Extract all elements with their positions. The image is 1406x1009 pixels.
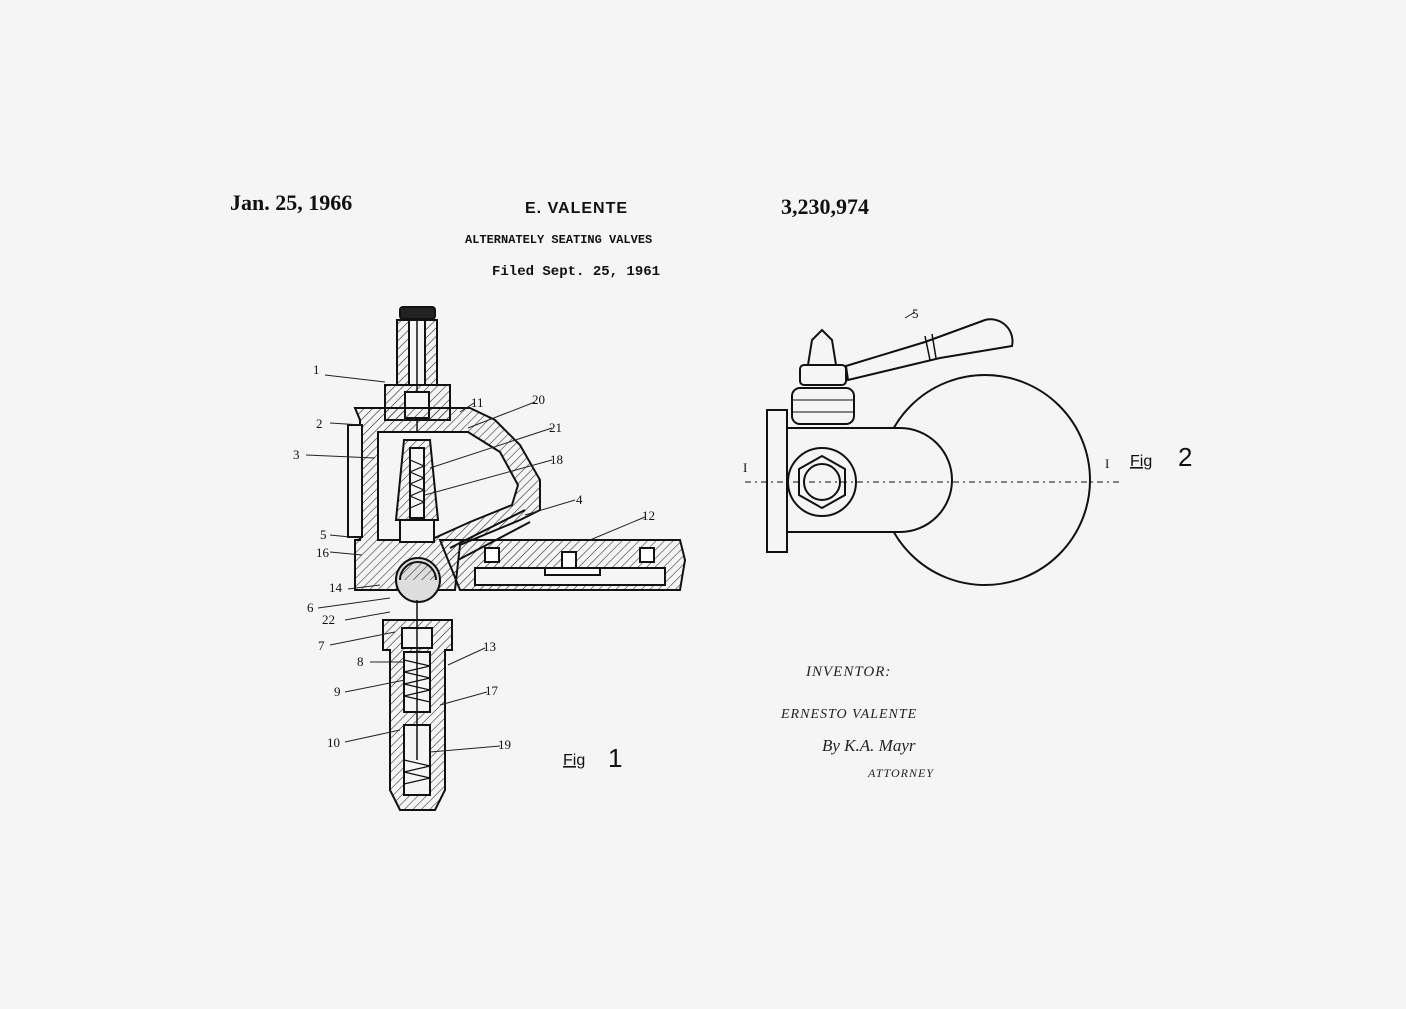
filed-date: Filed Sept. 25, 1961: [492, 264, 661, 280]
handle-lever: [846, 319, 1013, 380]
section-mark-right: I: [1105, 456, 1110, 471]
callout-5: 5: [320, 527, 327, 542]
callout-11: 11: [471, 395, 484, 410]
inventor-signature-name: ERNESTO VALENTE: [781, 707, 918, 722]
callout-1: 1: [313, 362, 320, 377]
figure-1-caption: [563, 743, 622, 773]
callout-17: 17: [485, 683, 498, 698]
callout-7: 7: [318, 638, 325, 653]
packing-nut: [792, 388, 854, 424]
attorney-label: ATTORNEY: [868, 766, 935, 780]
patent-date: Jan. 25, 1966: [230, 190, 353, 215]
callout-10: 10: [327, 735, 340, 750]
callout-9: 9: [334, 684, 341, 699]
callout-3: 3: [293, 447, 300, 462]
figure-2-side-view: [745, 312, 1120, 585]
fig2-label: Fig: [1130, 453, 1153, 470]
fig1-label: Fig: [563, 752, 586, 769]
flange: [767, 410, 787, 552]
figure-1-section-view: [348, 307, 685, 810]
callout-20: 20: [532, 392, 545, 407]
callout-21: 21: [549, 420, 562, 435]
callout-6: 6: [307, 600, 314, 615]
callout-13: 13: [483, 639, 496, 654]
callout-22: 22: [322, 612, 335, 627]
cap-nut: [808, 330, 836, 365]
fig1-number: 1: [608, 743, 623, 773]
inventor-label: INVENTOR:: [806, 664, 892, 680]
attorney-signature: By K.A. Mayr: [822, 736, 916, 755]
callout-8: 8: [357, 654, 364, 669]
patent-number: 3,230,974: [781, 194, 869, 219]
callout-2: 2: [316, 416, 323, 431]
patent-title: ALTERNATELY SEATING VALVES: [465, 233, 653, 247]
inventor-header: E. VALENTE: [525, 200, 629, 217]
callout-12: 12: [642, 508, 655, 523]
callout-14: 14: [329, 580, 342, 595]
callout-16: 16: [316, 545, 329, 560]
valve-knob: [400, 307, 435, 319]
fig2-callout-5: 5: [912, 306, 919, 321]
callout-18: 18: [550, 452, 563, 467]
callout-19: 19: [498, 737, 511, 752]
callout-4: 4: [576, 492, 583, 507]
fig2-number: 2: [1178, 442, 1193, 472]
section-mark-left: I: [743, 460, 748, 475]
